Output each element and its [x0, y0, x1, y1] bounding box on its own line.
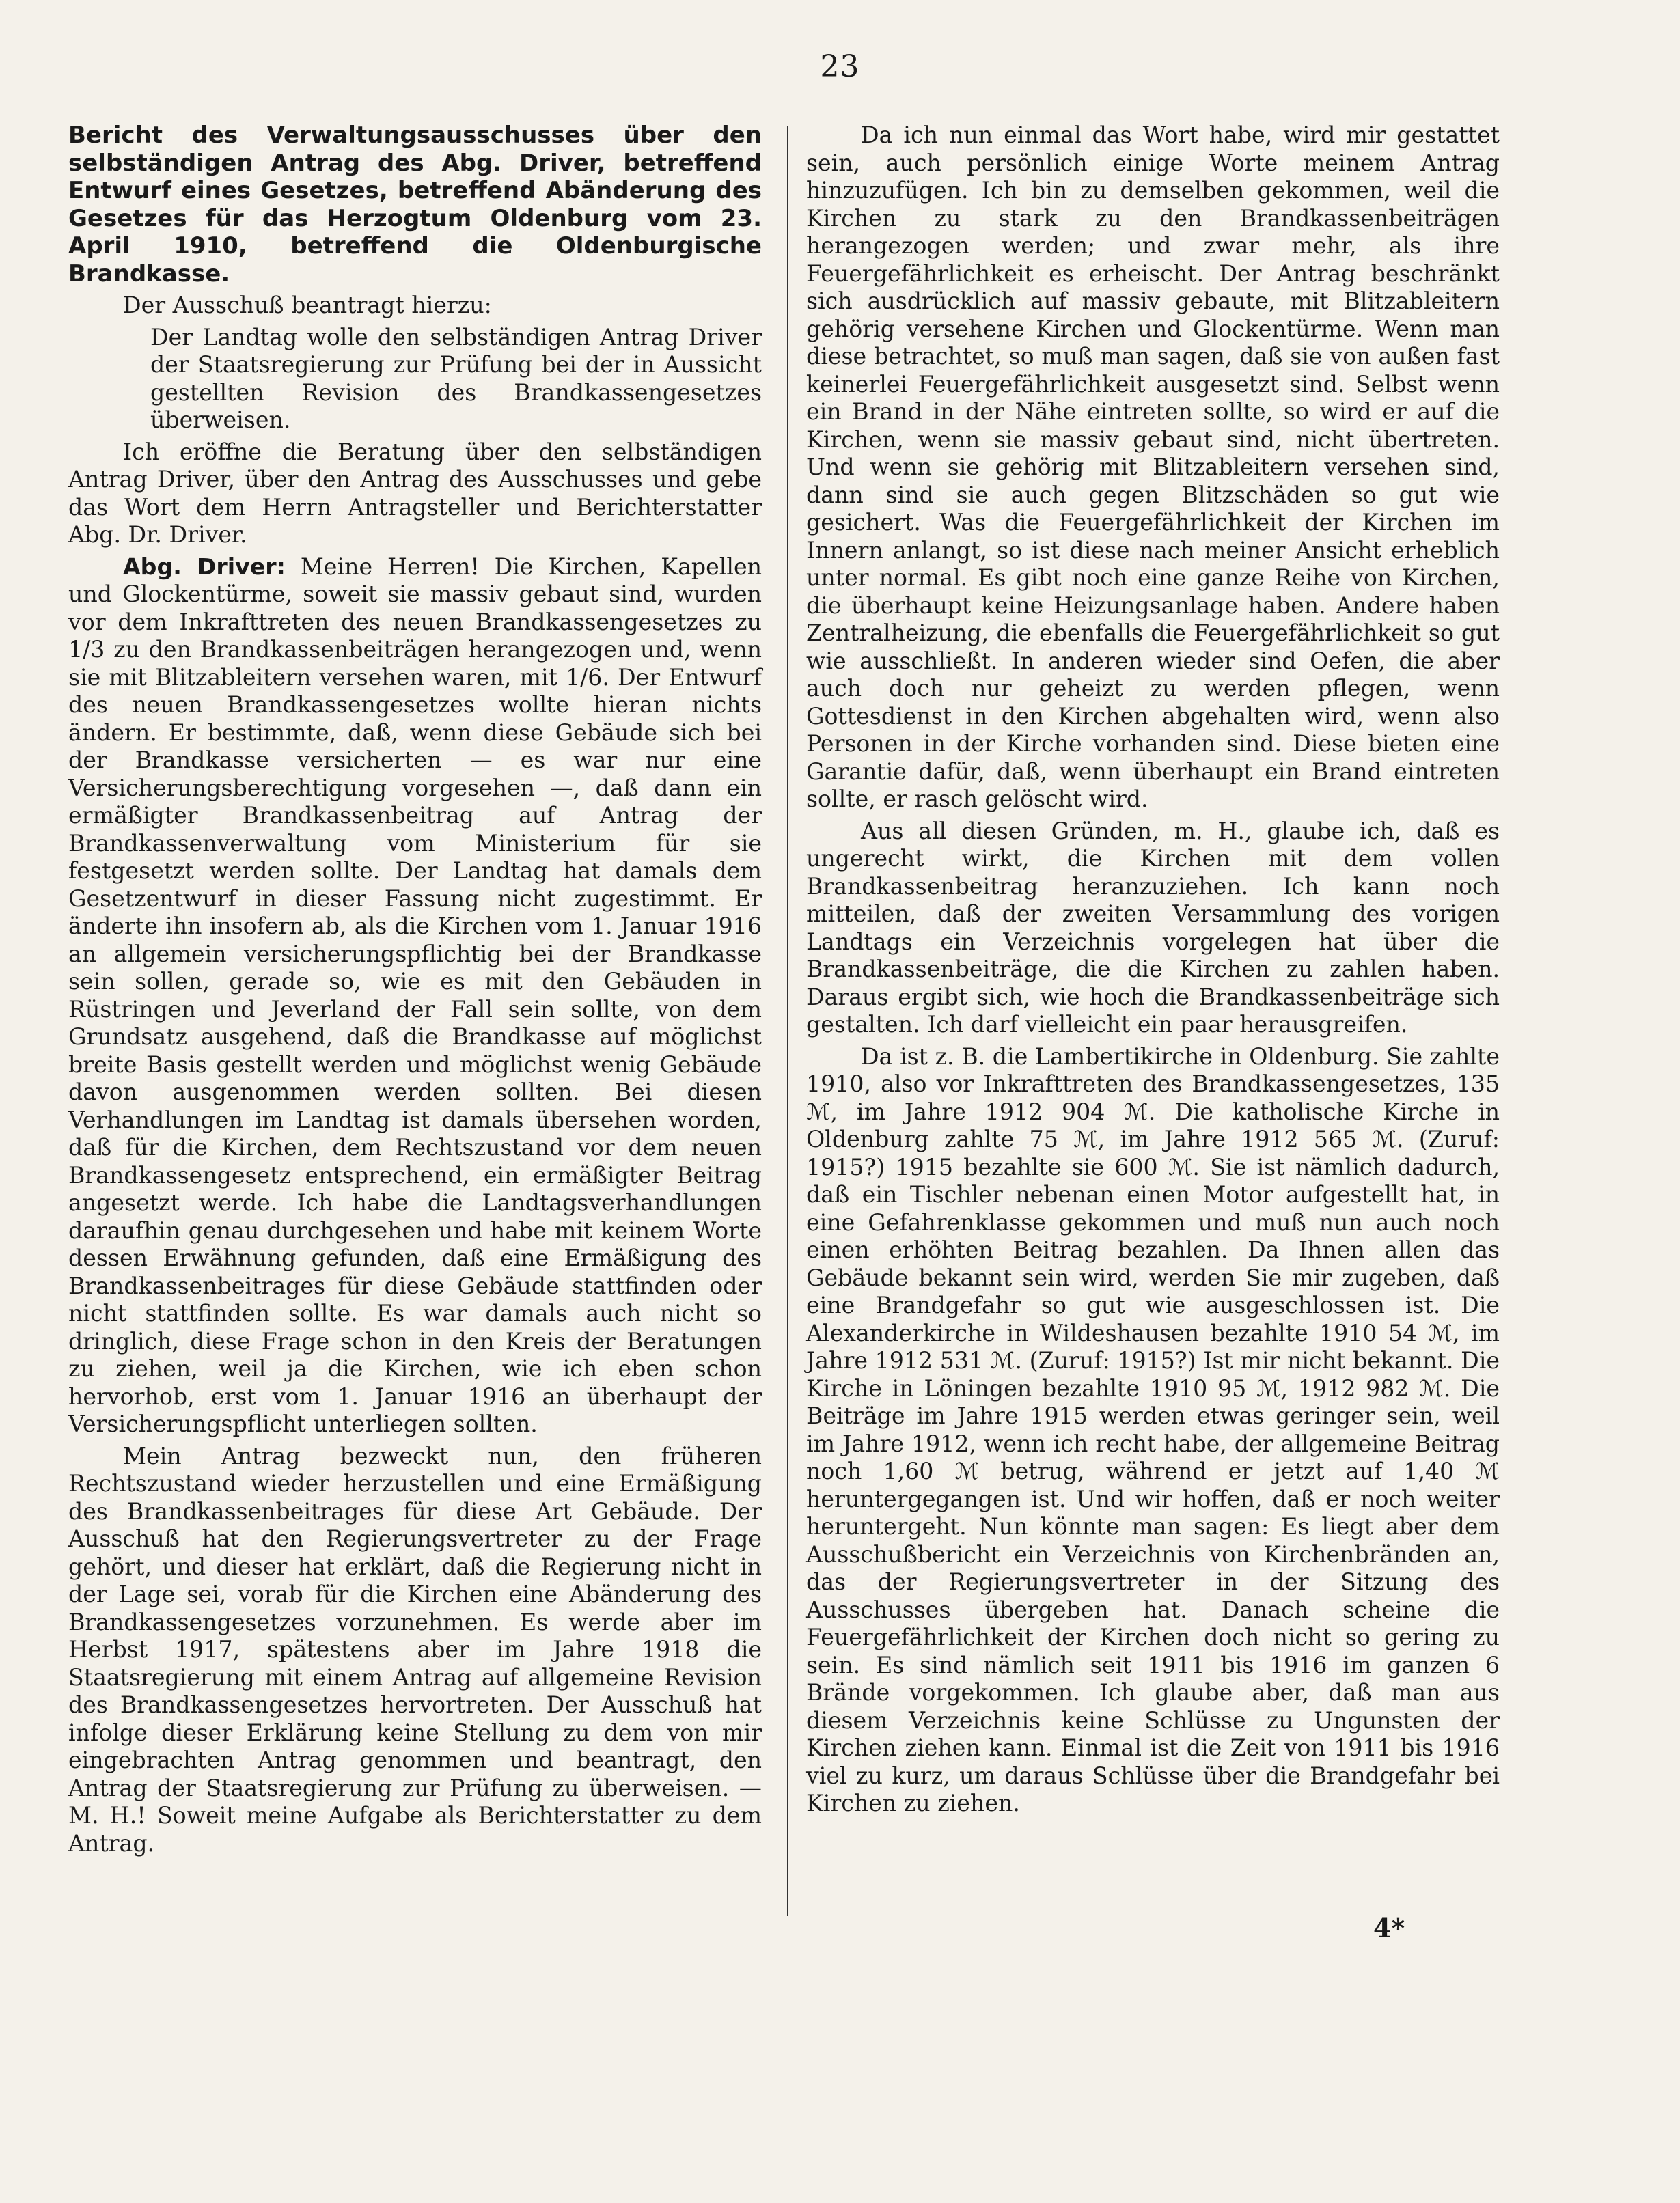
report-heading: Bericht des Verwaltungsausschusses über den selbständigen Antrag des Abg. Driver, betreffend Entwurf eines Gesetzes, betreffend Abänderung des Gesetzes für das Herzogtum Oldenburg vom 23. April 1910, betreffend die Oldenburgische Brandkasse.	[68, 122, 762, 288]
page-number: 23	[820, 49, 860, 84]
paragraph: Da ich nun einmal das Wort habe, wird mir gestattet sein, auch persönlich einige Worte meinem Antrag hinzuzufügen. Ich bin zu demselben gekommen, weil die Kirchen zu stark zu den Brandkassenbeiträgen herangezogen werden; und zwar mehr, als ihre Feuergefährlichkeit es erheischt. Der Antrag beschränkt sich ausdrücklich auf massiv gebaute, mit Blitzableitern gehörig versehene Kirchen und Glockentürme. Wenn man diese betrachtet, so muß man sagen, daß sie von außen fast keinerlei Feuergefährlichkeit ausgesetzt sind. Selbst wenn ein Brand in der Nähe eintreten sollte, so wird er auf die Kirchen, wenn sie massiv gebaut sind, nicht übertreten. Und wenn sie gehörig mit Blitzableitern versehen sind, dann sind sie auch gegen Blitzschäden so gut wie gesichert. Was die Feuergefährlichkeit der Kirchen im Innern anlangt, so ist diese nach meiner Ansicht erheblich unter normal. Es gibt noch eine ganze Reihe von Kirchen, die überhaupt keine Heizungsanlage haben. Andere haben Zentralheizung, die ebenfalls die Feuergefährlichkeit so gut wie ausschließt. In anderen wieder sind Oefen, die aber auch doch nur geheizt zu werden pflegen, wenn Gottesdienst in den Kirchen abgehalten wird, wenn also Personen in der Kirche vorhanden sind. Diese bieten eine Garantie dafür, daß, wenn überhaupt ein Brand eintreten sollte, er rasch gelöscht wird.	[806, 122, 1500, 812]
paragraph	[68, 553, 762, 1439]
paragraph: Da ist z. B. die Lambertikirche in Oldenburg. Sie zahlte 1910, also vor Inkrafttreten des Brandkassengesetzes, 135 ℳ, im Jahre 1912 904 ℳ. Die katholische Kirche in Oldenburg zahlte 75 ℳ, im Jahre 1912 565 ℳ. (Zuruf: 1915?) 1915 bezahlte sie 600 ℳ. Sie ist nämlich dadurch, daß ein Tischler nebenan einen Motor aufgestellt hat, in eine Gefahrenklasse gekommen und muß nun auch noch einen erhöhten Beitrag bezahlen. Da Ihnen allen das Gebäude bekannt sein wird, werden Sie mir zugeben, daß eine Brandgefahr so gut wie ausgeschlossen ist. Die Alexanderkirche in Wildeshausen bezahlte 1910 54 ℳ, im Jahre 1912 531 ℳ. (Zuruf: 1915?) Ist mir nicht bekannt. Die Kirche in Löningen bezahlte 1910 95 ℳ, 1912 982 ℳ. Die Beiträge im Jahre 1915 werden etwas geringer sein, weil im Jahre 1912, wenn ich recht habe, der allgemeine Beitrag noch 1,60 ℳ betrug, während er jetzt auf 1,40 ℳ heruntergegangen ist. Und wir hoffen, daß er noch weiter heruntergeht. Nun könnte man sagen: Es liegt aber dem Ausschußbericht ein Verzeichnis von Kirchenbränden an, das der Regierungsvertreter in der Sitzung des Ausschusses übergeben hat. Danach scheine die Feuergefährlichkeit der Kirchen doch nicht so gering zu sein. Es sind nämlich seit 1911 bis 1916 im ganzen 6 Brände vorgekommen. Ich glaube aber, daß man aus diesem Verzeichnis keine Schlüsse zu Ungunsten der Kirchen ziehen kann. Einmal ist die Zeit von 1911 bis 1916 viel zu kurz, um daraus Schlüsse über die Brandgefahr bei Kirchen zu ziehen.	[806, 1042, 1500, 1816]
signature-mark: 4*	[1373, 1913, 1405, 1943]
right-column	[806, 122, 1500, 1822]
speech-text: Meine Herren! Die Kirchen, Kapellen und Glockentürme, soweit sie massiv gebaut sind, wurden vor dem Inkrafttreten des neuen Brandkassengesetzes zu 1/3 zu den Brandkassenbeiträgen herangezogen und, wenn sie mit Blitzableitern versehen waren, mit 1/6. Der Entwurf des neuen Brandkassengesetzes wollte hieran nichts ändern. Er bestimmte, daß, wenn diese Gebäude sich bei der Brandkasse versicherten — es war nur eine Versicherungsberechtigung vorgesehen —, daß dann ein ermäßigter Brandkassenbeitrag auf Antrag der Brandkassenverwaltung vom Ministerium für sie festgesetzt werden sollte. Der Landtag hat damals dem Gesetzentwurf in dieser Fassung nicht zugestimmt. Er änderte ihn insofern ab, als die Kirchen vom 1. Januar 1916 an allgemein versicherungspflichtig bei der Brandkasse sein sollen, gerade so, wie es mit den Gebäuden in Rüstringen und Jeverland der Fall sein sollte, von dem Grundsatz ausgehend, daß die Brandkasse auf möglichst breite Basis gestellt werden und möglichst wenig Gebäude davon ausgenommen werden sollten. Bei diesen Verhandlungen im Landtag ist damals übersehen worden, daß für die Kirchen, dem Rechtszustand vor dem neuen Brandkassengesetz entsprechend, ein ermäßigter Beitrag angesetzt werde. Ich habe die Landtagsverhandlungen daraufhin genau durchgesehen und habe mit keinem Worte dessen Erwähnung gefunden, daß eine Ermäßigung des Brandkassenbeitrages für diese Gebäude stattfinden oder nicht stattfinden sollte. Es war damals auch nicht so dringlich, diese Frage schon in den Kreis der Beratungen zu ziehen, weil ja die Kirchen, wie ich eben schon hervorhob, erst vom 1. Januar 1916 an überhaupt der Versicherungspflicht unterliegen sollten.	[68, 553, 762, 1437]
motion-text: Der Landtag wolle den selbständigen Antrag Driver der Staatsregierung zur Prüfung bei der in Aussicht gestellten Revision des Brandkassengesetzes überweisen.	[150, 323, 762, 433]
paragraph: Der Ausschuß beantragt hierzu:	[123, 292, 492, 318]
paragraph: Mein Antrag bezweckt nun, den früheren Rechtszustand wieder herzustellen und eine Ermäßigung des Brandkassenbeitrages für diese Art Gebäude. Der Ausschuß hat den Regierungsvertreter zu der Frage gehört, und dieser hat erklärt, daß die Regierung nicht in der Lage sei, vorab für die Kirchen eine Abänderung des Brandkassengesetzes vorzunehmen. Es werde aber im Herbst 1917, spätestens aber im Jahre 1918 die Staatsregierung mit einem Antrag auf allgemeine Revision des Brandkassengesetzes hervortreten. Der Ausschuß hat infolge dieser Erklärung keine Stellung zu dem von mir eingebrachten Antrag genommen und beantragt, den Antrag der Staatsregierung zur Prüfung zu überweisen. — M. H.! Soweit meine Aufgabe als Berichterstatter zu dem Antrag.	[68, 1442, 762, 1857]
paragraph: Ich eröffne die Beratung über den selbständigen Antrag Driver, über den Antrag des Ausschusses und gebe das Wort dem Herrn Antragsteller und Berichterstatter Abg. Dr. Driver.	[68, 438, 762, 548]
paragraph: Aus all diesen Gründen, m. H., glaube ich, daß es ungerecht wirkt, die Kirchen mit dem vollen Brandkassenbeitrag heranzuziehen. Ich kann noch mitteilen, daß der zweiten Versammlung des vorigen Landtags ein Verzeichnis vorgelegen hat über die Brandkassenbeiträge, die die Kirchen zu zahlen haben. Daraus ergibt sich, wie hoch die Brandkassenbeiträge sich gestalten. Ich darf vielleicht ein paar herausgreifen.	[806, 817, 1500, 1038]
speaker-name: Abg. Driver:	[123, 553, 286, 580]
column-divider	[787, 126, 788, 1916]
left-column	[68, 122, 762, 1861]
